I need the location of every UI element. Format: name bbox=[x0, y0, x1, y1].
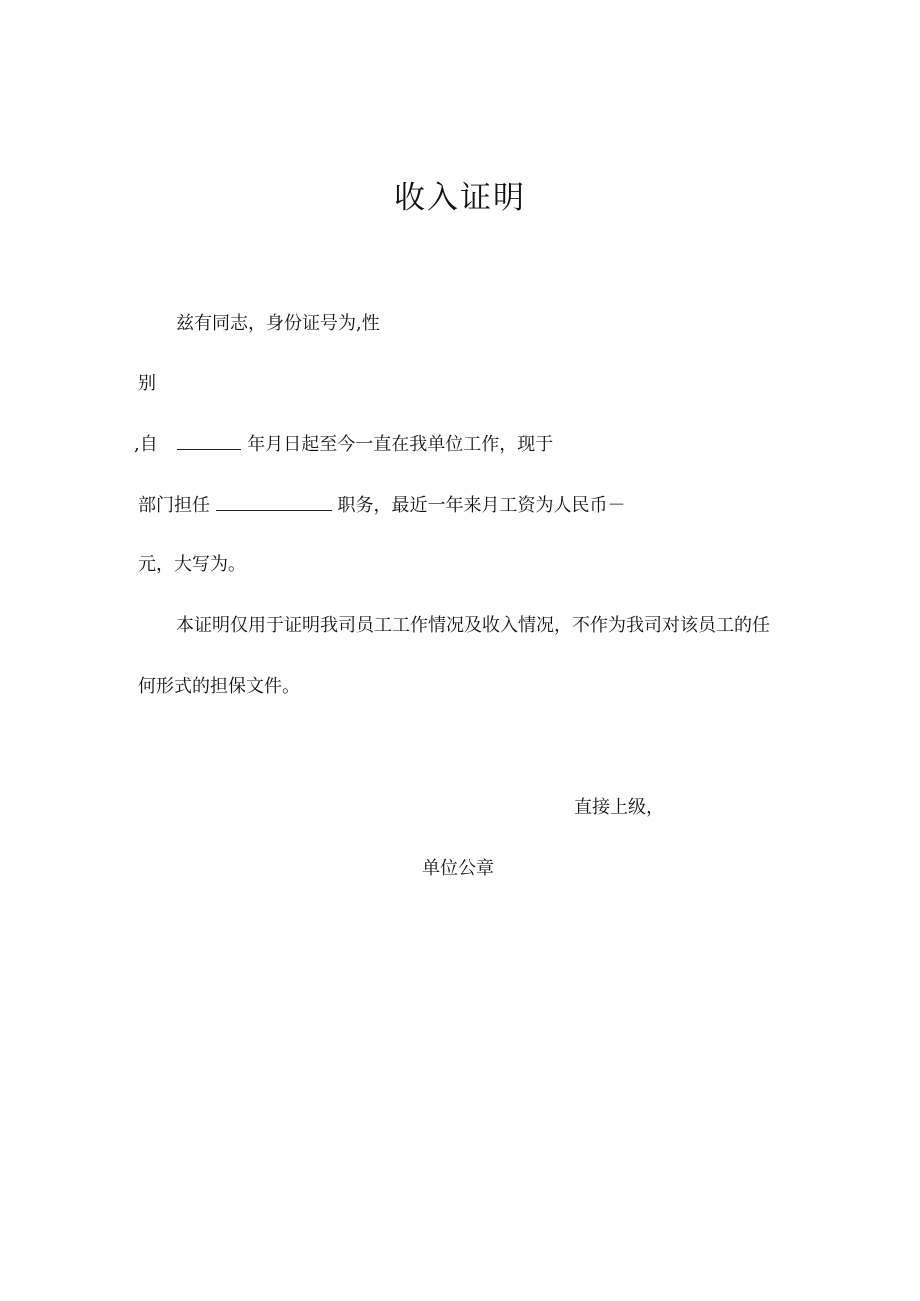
company-seal-label: 单位公章 bbox=[422, 858, 494, 879]
paragraph2-line2: 何形式的担保文件。 bbox=[138, 676, 300, 697]
line4-suffix: 职务，最近一年来月工资为人民币－ bbox=[337, 495, 626, 516]
paragraph1-line4 bbox=[138, 493, 625, 518]
paragraph1-line5: 元，大写为。 bbox=[138, 554, 246, 575]
paragraph2-line1: 本证明仅用于证明我司员工工作情况及收入情况，不作为我司对该员工的任 bbox=[176, 615, 770, 636]
line3-suffix: 年月日起至今一直在我单位工作，现于 bbox=[247, 434, 554, 455]
supervisor-signature-label: 直接上级， bbox=[574, 797, 664, 818]
position-blank bbox=[216, 493, 332, 511]
paragraph1-line1: 兹有同志，身份证号为,性 bbox=[176, 313, 380, 334]
paragraph1-line3 bbox=[134, 432, 553, 457]
document-title: 收入证明 bbox=[394, 180, 526, 216]
line4-prefix: 部门担任 bbox=[138, 495, 210, 516]
paragraph1-line2: 别 bbox=[138, 373, 156, 394]
start-date-blank bbox=[177, 432, 241, 450]
line3-prefix: ,自 bbox=[134, 434, 158, 455]
